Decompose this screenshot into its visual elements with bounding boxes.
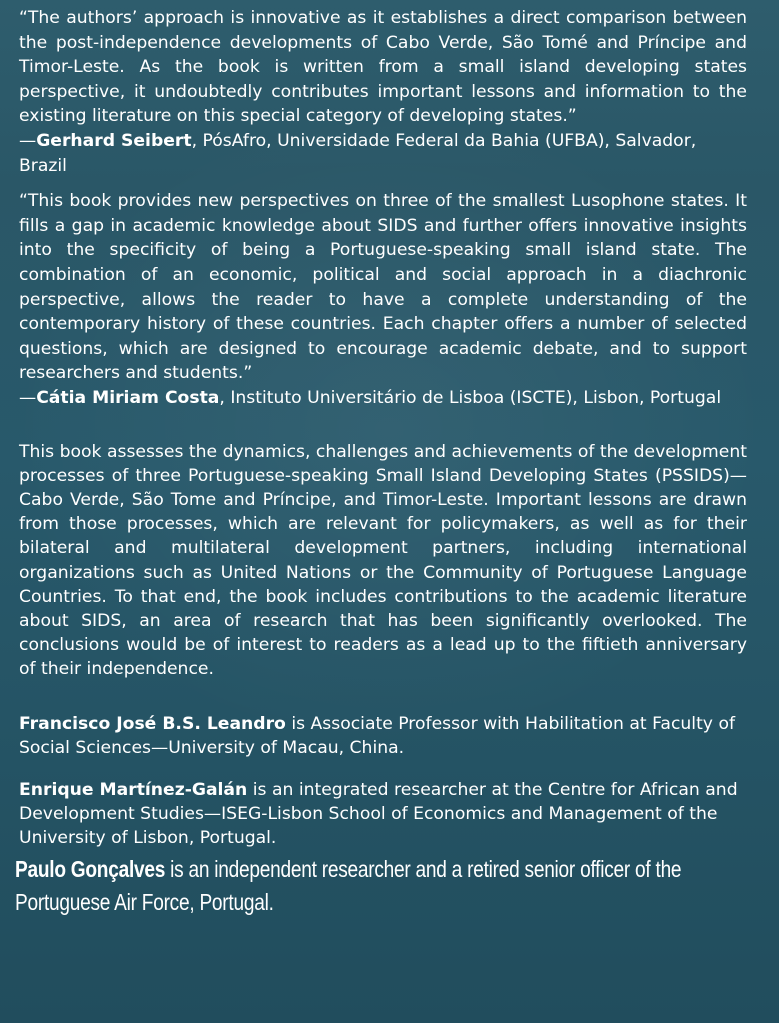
endorser-name: Gerhard Seibert: [36, 130, 192, 151]
author-name: Francisco José B.S. Leandro: [19, 713, 286, 734]
author-name: Paulo Gonçalves: [15, 855, 166, 882]
endorser-affiliation: , PósAfro, Universidade Federal da Bahia (UFBA), Salvador, Brazil: [19, 130, 697, 176]
endorsement-costa: [19, 189, 747, 410]
author-bio-text: is an independent researcher and a retired senior officer of the Portuguese Air Force, Portugal.: [15, 855, 682, 915]
endorsement-seibert: [19, 6, 747, 178]
author-bio-text: is an integrated researcher at the Centre for African and Development Studies—ISEG-Lisbon School of Economics and Management of the University of Lisbon, Portugal.: [19, 779, 738, 849]
endorser-name: Cátia Miriam Costa: [36, 387, 220, 408]
endorsement-quote: “This book provides new perspectives on three of the smallest Lusophone states. It fills a gap in academic knowledge about SIDS and further offers innovative insights into the specificity of being a Portuguese-speaking small island state. The combination of an economic, political and social approach in a diachronic perspective, allows the reader to have a complete understanding of the contemporary history of these countries. Each chapter offers a number of selected questions, which are designed to encourage academic debate, and to support researchers and students.”: [19, 191, 747, 384]
em-dash: —: [19, 387, 37, 408]
author-bio-goncalves: [15, 853, 779, 919]
endorsement-quote: “The authors’ approach is innovative as it establishes a direct comparison between the post-independence developments of Cabo Verde, São Tomé and Príncipe and Timor-Leste. As the book is written from a small island developing states perspective, it undoubtedly contributes important lessons and information to the existing literature on this special category of developing states.”: [19, 8, 747, 127]
author-bio-leandro: [19, 712, 747, 761]
endorsement-attribution: [19, 386, 747, 411]
endorsement-attribution: [19, 129, 747, 178]
author-bio-text: is Associate Professor with Habilitation at Faculty of Social Sciences—University of Macau, China.: [19, 713, 736, 758]
author-name: Enrique Martínez-Galán: [19, 779, 248, 800]
endorser-affiliation: , Instituto Universitário de Lisboa (ISCTE), Lisbon, Portugal: [219, 387, 722, 408]
em-dash: —: [19, 130, 37, 151]
author-bio-martinez-galan: [19, 778, 747, 849]
book-description: This book assesses the dynamics, challenges and achievements of the development processes of three Portuguese-speaking Small Island Developing States (PSSIDS)—Cabo Verde, São Tome and Príncipe, and Timor-Leste. Important lessons are drawn from those processes, which are relevant for policymakers, as well as for their bilateral and multilateral development partners, including international organizations such as United Nations or the Community of Portuguese Language Countries. To that end, the book includes contributions to the academic literature about SIDS, an area of research that has been significantly overlooked. The conclusions would be of interest to readers as a lead up to the fiftieth anniversary of their independence.: [19, 441, 747, 680]
